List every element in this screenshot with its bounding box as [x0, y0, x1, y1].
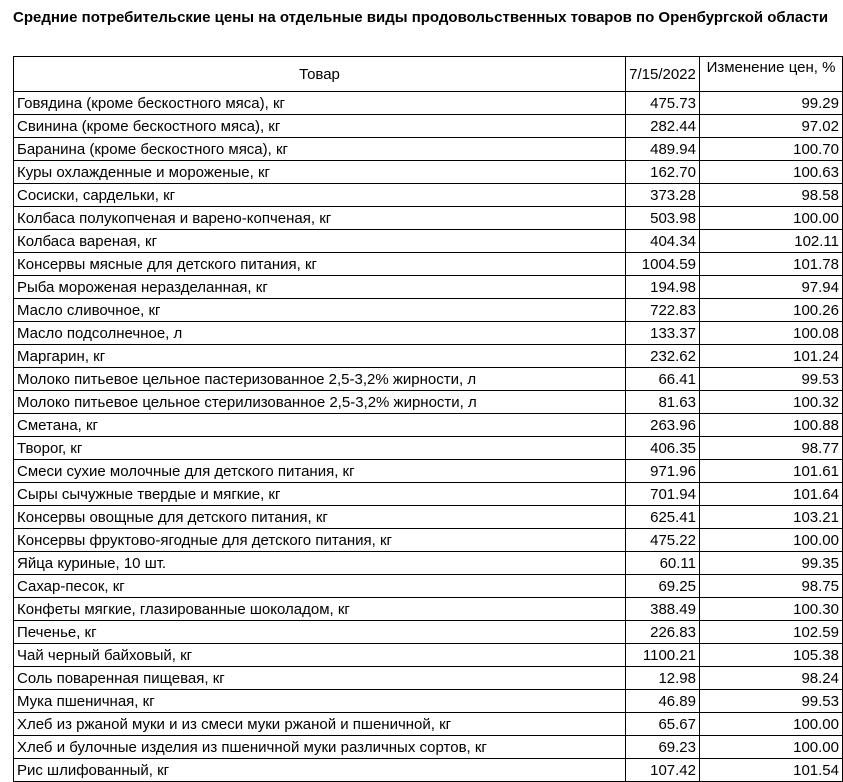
price-cell: 133.37: [626, 322, 700, 345]
product-name-cell: Рыба мороженая неразделанная, кг: [14, 276, 626, 299]
table-row: [14, 299, 843, 322]
price-change-cell: 97.02: [700, 115, 843, 138]
product-name-cell: Сосиски, сардельки, кг: [14, 184, 626, 207]
price-cell: 625.41: [626, 506, 700, 529]
report-page: [13, 9, 841, 782]
column-header-product: Товар: [14, 57, 626, 92]
page-title: Средние потребительские цены на отдельные виды продовольственных товаров по Оренбургской области: [13, 9, 829, 26]
price-change-cell: 103.21: [700, 506, 843, 529]
price-cell: 1100.21: [626, 644, 700, 667]
prices-table: [13, 56, 843, 782]
price-cell: 722.83: [626, 299, 700, 322]
price-cell: 81.63: [626, 391, 700, 414]
price-cell: 263.96: [626, 414, 700, 437]
price-cell: 69.23: [626, 736, 700, 759]
table-row: [14, 391, 843, 414]
product-name-cell: Свинина (кроме бескостного мяса), кг: [14, 115, 626, 138]
table-body: [14, 92, 843, 782]
price-change-cell: 101.78: [700, 253, 843, 276]
table-row: [14, 345, 843, 368]
table-row: [14, 184, 843, 207]
table-row: [14, 414, 843, 437]
price-change-cell: 98.24: [700, 667, 843, 690]
product-name-cell: Хлеб из ржаной муки и из смеси муки ржаной и пшеничной, кг: [14, 713, 626, 736]
table-row: [14, 736, 843, 759]
table-row: [14, 644, 843, 667]
product-name-cell: Чай черный байховый, кг: [14, 644, 626, 667]
price-cell: 46.89: [626, 690, 700, 713]
product-name-cell: Творог, кг: [14, 437, 626, 460]
product-name-cell: Рис шлифованный, кг: [14, 759, 626, 782]
price-change-cell: 98.75: [700, 575, 843, 598]
table-row: [14, 230, 843, 253]
table-row: [14, 621, 843, 644]
product-name-cell: Маргарин, кг: [14, 345, 626, 368]
price-cell: 162.70: [626, 161, 700, 184]
table-header-row: [14, 57, 843, 92]
price-change-cell: 101.54: [700, 759, 843, 782]
table-row: [14, 575, 843, 598]
table-row: [14, 161, 843, 184]
product-name-cell: Колбаса полукопченая и варено-копченая, кг: [14, 207, 626, 230]
price-cell: 107.42: [626, 759, 700, 782]
price-cell: 475.73: [626, 92, 700, 115]
table-header: [14, 57, 843, 92]
product-name-cell: Говядина (кроме бескостного мяса), кг: [14, 92, 626, 115]
product-name-cell: Сахар-песок, кг: [14, 575, 626, 598]
product-name-cell: Хлеб и булочные изделия из пшеничной муки различных сортов, кг: [14, 736, 626, 759]
table-row: [14, 506, 843, 529]
product-name-cell: Яйца куриные, 10 шт.: [14, 552, 626, 575]
table-row: [14, 529, 843, 552]
product-name-cell: Масло подсолнечное, л: [14, 322, 626, 345]
price-cell: 66.41: [626, 368, 700, 391]
table-row: [14, 713, 843, 736]
product-name-cell: Масло сливочное, кг: [14, 299, 626, 322]
price-change-cell: 100.00: [700, 713, 843, 736]
table-row: [14, 667, 843, 690]
table-row: [14, 253, 843, 276]
price-change-cell: 101.61: [700, 460, 843, 483]
price-cell: 69.25: [626, 575, 700, 598]
column-header-price-change: Изменение цен, %: [700, 57, 843, 92]
product-name-cell: Консервы мясные для детского питания, кг: [14, 253, 626, 276]
price-change-cell: 100.00: [700, 529, 843, 552]
table-row: [14, 92, 843, 115]
table-row: [14, 598, 843, 621]
price-change-cell: 100.32: [700, 391, 843, 414]
table-row: [14, 690, 843, 713]
price-change-cell: 100.63: [700, 161, 843, 184]
table-row: [14, 437, 843, 460]
price-change-cell: 99.29: [700, 92, 843, 115]
price-cell: 12.98: [626, 667, 700, 690]
price-change-cell: 100.00: [700, 736, 843, 759]
price-cell: 282.44: [626, 115, 700, 138]
table-row: [14, 138, 843, 161]
price-cell: 388.49: [626, 598, 700, 621]
price-change-cell: 99.53: [700, 368, 843, 391]
price-change-cell: 100.08: [700, 322, 843, 345]
product-name-cell: Сыры сычужные твердые и мягкие, кг: [14, 483, 626, 506]
price-change-cell: 99.53: [700, 690, 843, 713]
table-row: [14, 759, 843, 782]
product-name-cell: Молоко питьевое цельное пастеризованное 2,5-3,2% жирности, л: [14, 368, 626, 391]
price-cell: 226.83: [626, 621, 700, 644]
price-change-cell: 102.11: [700, 230, 843, 253]
product-name-cell: Консервы овощные для детского питания, кг: [14, 506, 626, 529]
price-cell: 232.62: [626, 345, 700, 368]
price-change-cell: 98.58: [700, 184, 843, 207]
product-name-cell: Мука пшеничная, кг: [14, 690, 626, 713]
price-change-cell: 100.70: [700, 138, 843, 161]
price-change-cell: 100.26: [700, 299, 843, 322]
price-change-cell: 98.77: [700, 437, 843, 460]
product-name-cell: Консервы фруктово-ягодные для детского питания, кг: [14, 529, 626, 552]
price-cell: 971.96: [626, 460, 700, 483]
price-change-cell: 100.00: [700, 207, 843, 230]
price-cell: 475.22: [626, 529, 700, 552]
product-name-cell: Колбаса вареная, кг: [14, 230, 626, 253]
price-cell: 404.34: [626, 230, 700, 253]
price-cell: 194.98: [626, 276, 700, 299]
price-cell: 701.94: [626, 483, 700, 506]
price-cell: 60.11: [626, 552, 700, 575]
product-name-cell: Сметана, кг: [14, 414, 626, 437]
price-cell: 373.28: [626, 184, 700, 207]
table-row: [14, 115, 843, 138]
price-change-cell: 105.38: [700, 644, 843, 667]
product-name-cell: Баранина (кроме бескостного мяса), кг: [14, 138, 626, 161]
price-cell: 406.35: [626, 437, 700, 460]
table-row: [14, 322, 843, 345]
price-cell: 503.98: [626, 207, 700, 230]
column-header-date: 7/15/2022: [626, 57, 700, 92]
price-change-cell: 101.24: [700, 345, 843, 368]
price-cell: 489.94: [626, 138, 700, 161]
price-change-cell: 97.94: [700, 276, 843, 299]
table-row: [14, 276, 843, 299]
price-change-cell: 102.59: [700, 621, 843, 644]
price-cell: 65.67: [626, 713, 700, 736]
table-row: [14, 368, 843, 391]
product-name-cell: Смеси сухие молочные для детского питания, кг: [14, 460, 626, 483]
table-row: [14, 552, 843, 575]
product-name-cell: Куры охлажденные и мороженые, кг: [14, 161, 626, 184]
product-name-cell: Соль поваренная пищевая, кг: [14, 667, 626, 690]
price-change-cell: 100.30: [700, 598, 843, 621]
product-name-cell: Конфеты мягкие, глазированные шоколадом, кг: [14, 598, 626, 621]
table-row: [14, 483, 843, 506]
table-row: [14, 207, 843, 230]
price-change-cell: 100.88: [700, 414, 843, 437]
price-change-cell: 99.35: [700, 552, 843, 575]
price-change-cell: 101.64: [700, 483, 843, 506]
price-cell: 1004.59: [626, 253, 700, 276]
product-name-cell: Молоко питьевое цельное стерилизованное 2,5-3,2% жирности, л: [14, 391, 626, 414]
product-name-cell: Печенье, кг: [14, 621, 626, 644]
table-row: [14, 460, 843, 483]
